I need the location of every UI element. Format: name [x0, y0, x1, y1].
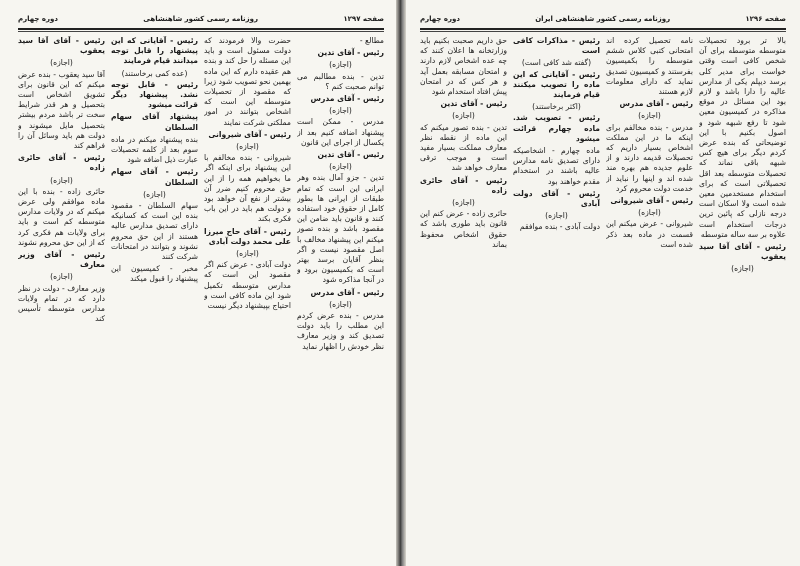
speaker-line: رئیس - آقای آقا سید یعقوب: [18, 36, 105, 56]
note: (اجازه): [638, 111, 661, 121]
header-rule: [420, 28, 786, 32]
paragraph: نامه تحصیل کرده اند امتحانی کتبی کلاس ششم متوسطه را بکمیسیون بفرستند و کمیسیون تصدیق نماید که دارای معلومات لازم هستند: [606, 36, 693, 97]
note: (اجازه): [638, 208, 661, 218]
text-column: [420, 36, 507, 560]
paragraph: تدین - بنده مطالبم می توانم صحبت کنم ؟: [297, 71, 384, 91]
paragraph: مدرس - بنده عرض کردم این مطلب را باید دولت تصدیق کند و وزیر معارف نظر خودش را اظهار نماید: [297, 311, 384, 351]
note: (اجازه): [50, 58, 73, 68]
text-column: [111, 36, 198, 560]
page-header: [18, 12, 384, 26]
paragraph: تدین - بنده تصور میکنم که این ماده از نقطه نظر معارف مملکت بسیار مفید است و موجب ترقی معارف خواهد شد: [420, 122, 507, 173]
speaker-line: رئیس - آقای وزیر معارف: [18, 250, 105, 270]
speaker-line: رئیس - آقای دولت آبادی: [513, 188, 600, 209]
page-header: [420, 12, 786, 26]
text-column: [699, 36, 786, 560]
paragraph: مدرس - بنده مخالفم برای اینکه ما در این مملکت اشخاص بسیار داریم که تحصیلات قدیمه دارند و از علوم جدیده هم بهره مند شده اند و اینها را نباید از خدمت دولت محروم کرد: [606, 122, 693, 193]
paragraph: شیروانی - عرض میکنم این قسمت در ماده بعد ذکر شده است: [606, 219, 693, 249]
text-column: [18, 36, 105, 560]
paragraph: ماده چهارم - اشخاصیکه دارای تصدیق نامه مدارس عالیه باشند در استخدام مقدم خواهند بود: [513, 146, 600, 186]
speaker-line: رئیس - آقای حاج میرزا علی محمد دولت آبادی: [204, 226, 291, 246]
note: (اجازه): [545, 211, 568, 221]
speaker-line: رئیس - آقای مدرس: [310, 94, 384, 104]
speaker-line: رئیس - آقای تدین: [317, 150, 384, 160]
header-rule: [18, 28, 384, 32]
paragraph: دولت آبادی - عرض کنم اگر مقصود این است که مدارس متوسطه تکمیل شود این ماده کافی است و احتیاج بپیشنهاد دیگر نیست: [204, 260, 291, 311]
paragraph: حضرت والا فرمودند که دولت مسئول است و باید این مسئله را حل کند و بنده هم عقیده دارم که این ماده بهمین نحو تصویب شود زیرا که مقصود از تحصیلات متوسطه این است که اشخاص بتوانند در امور مملکتی شرکت نمایند: [204, 36, 291, 127]
note: (اجازه): [236, 249, 259, 259]
speaker-line: رئیس - آقای آقا سید یعقوب: [699, 242, 786, 262]
speaker-line: رئیس - قابل توجه نشد. پیشنهاد دیگر قرائت میشود: [111, 79, 198, 110]
speaker-line: رئیس - تصویب شد. ماده چهارم قرائت میشود: [513, 113, 600, 143]
note: (اجازه): [236, 142, 259, 152]
paragraph: مطالع -: [359, 36, 384, 45]
page-number: صفحه ۱۲۹۷: [343, 15, 384, 23]
paragraph: شیروانی - بنده مخالفم با این پیشنهاد برای اینکه اگر ما بخواهیم همه را از این حق محروم کنیم ضرر آن بیشتر از نفع آن خواهد بود و دولت هم باید در این باب فکری بکند: [204, 153, 291, 224]
text-column: [606, 36, 693, 560]
book-gutter: [396, 0, 406, 566]
page-number: صفحه ۱۲۹۶: [745, 15, 786, 23]
note: (اجازه): [50, 175, 73, 185]
speaker-line: رئیس - آقای مدرس: [619, 99, 693, 109]
note: (اجازه): [329, 299, 352, 309]
speaker-line: پیشنهاد آقای سهام السلطان: [111, 112, 198, 132]
speaker-line: رئیس - مذاکرات کافی است: [513, 36, 600, 56]
speaker-line: رئیس - آقای تدین: [440, 99, 507, 109]
note: (اجازه): [50, 272, 73, 282]
paragraph: حق داریم صحبت بکنیم باید وزارتخانه ها اعلان کنند که چه عده اشخاص لازم دارند و امتحان مسابقه بعمل آید و هر کس که در امتحان پیش افتاد استخدام شود: [420, 36, 507, 97]
speaker-line: رئیس - آقای تدین: [317, 48, 384, 58]
speaker-line: رئیس - آقای حائری زاده: [18, 153, 105, 173]
text-columns: [18, 36, 384, 560]
text-column: [204, 36, 291, 560]
note: (اکثر برخاستند): [532, 102, 581, 112]
note: (اجازه): [452, 198, 475, 208]
note: (عده کمی برخاستند): [121, 68, 188, 78]
note: (گفته شد کافی است): [521, 58, 592, 68]
newspaper-title: روزنامه رسمی کشور شاهنشاهی: [143, 15, 259, 23]
paragraph: وزیر معارف - دولت در نظر دارد که در تمام ولایات مدارس متوسطه تأسیس کند: [18, 283, 105, 324]
note: (اجازه): [452, 111, 475, 121]
paragraph: آقا سید یعقوب - بنده عرض میکنم که این قانون برای تشویق اشخاص است بتحصیل و هر قدر شرایط سخت تر باشد مردم بیشتر بتحصیل مایل میشوند و دولت هم باید وسائل آن را فراهم کند: [18, 69, 105, 151]
speaker-line: رئیس - آقای سهام السلطان: [111, 167, 198, 187]
text-column: [513, 36, 600, 560]
note: (اجازه): [731, 264, 754, 274]
note: (اجازه): [329, 60, 352, 70]
paragraph: مدرس - ممکن است پیشنهاد اضافه کنیم بعد از یکسال از اجرای این قانون: [297, 117, 384, 147]
note: (اجازه): [329, 106, 352, 116]
speaker-line: رئیس - آقای شیروانی: [208, 129, 291, 139]
paragraph: تدین - جزو آمال بنده وهر ایرانی این است که تمام طبقات از ایرانی ها بطور کامل از حقوق خود استفاده کنند و قانون باید ضامن این مقصود باشد و بنده تصور میکنم این پیشنهاد مخالف با اصل مقصود نیست و اگر بنظر آقایان برسد بهتر است که بکمیسیون برود و در آنجا مذاکره شود: [297, 173, 384, 285]
paragraph: بنده پیشنهاد میکنم در ماده سوم بعد از کلمه تحصیلات عبارت ذیل اضافه شود: [111, 134, 198, 165]
volume-label: دوره چهارم: [420, 15, 460, 23]
speaker-line: رئیس - آقای حائری زاده: [420, 175, 507, 195]
speaker-line: رئیس - آقای مدرس: [310, 287, 384, 297]
paragraph: بالا تر برود تحصیلات متوسطه متوسطه برای آن شخص کافی است وقتی خواست برای مدیر کلی برسد دیپلم یکی از مدارس عالیه را دارا باشد و لازم بود این مسائل در موقع مذاکره در کمیسیون معین شود تا رفع شبهه شود و اصول بکنیم با این توضیحاتی که بنده عرض کردم دیگر برای هیچ کس شبهه باقی نماند که تحصیلات متوسطه بعد اقل تحصیلاتی است که برای استخدام مستخدمین معین شده است ولا اسکان است درجه نازلی که پائین ترین درجات استخدام است علاوه بر سه ساله متوسطه: [699, 36, 786, 239]
paragraph: دولت آبادی - بنده موافقم: [519, 222, 600, 232]
paragraph: حائری زاده - بنده با این ماده موافقم ولی عرض میکنم که در ولایات مدارس متوسطه کم است و باید برای ولایات هم فکری کرد که از این حق محروم نشوند: [18, 186, 105, 247]
speaker-line: رئیس - آقای شیروانی: [610, 196, 693, 206]
text-columns: [420, 36, 786, 560]
note: (اجازه): [143, 189, 166, 199]
right-page: [402, 0, 800, 566]
newspaper-title: روزنامه رسمی کشور شاهنشاهی ایران: [535, 15, 671, 23]
volume-label: دوره چهارم: [18, 15, 58, 23]
note: (اجازه): [329, 162, 352, 172]
paragraph: سهام السلطان - مقصود بنده این است که کسانیکه دارای تصدیق مدارس عالیه هستند از این حق محروم نشوند و بتوانند در امتحانات شرکت کنند: [111, 201, 198, 262]
speaker-line: رئیس - آقایانی که این ماده را تصویب میکنند قیام فرمایند: [513, 69, 600, 100]
paragraph: حائری زاده - عرض کنم این قانون باید طوری باشد که حقوق اشخاص محفوظ بماند: [420, 209, 507, 249]
speaker-line: رئیس - آقایانی که این پیشنهاد را قابل توجه میدانند قیام فرمایند: [111, 36, 198, 66]
paragraph: مخبر - کمیسیون این پیشنهاد را قبول میکند: [111, 264, 198, 284]
left-page: [0, 0, 398, 566]
text-column: [297, 36, 384, 560]
